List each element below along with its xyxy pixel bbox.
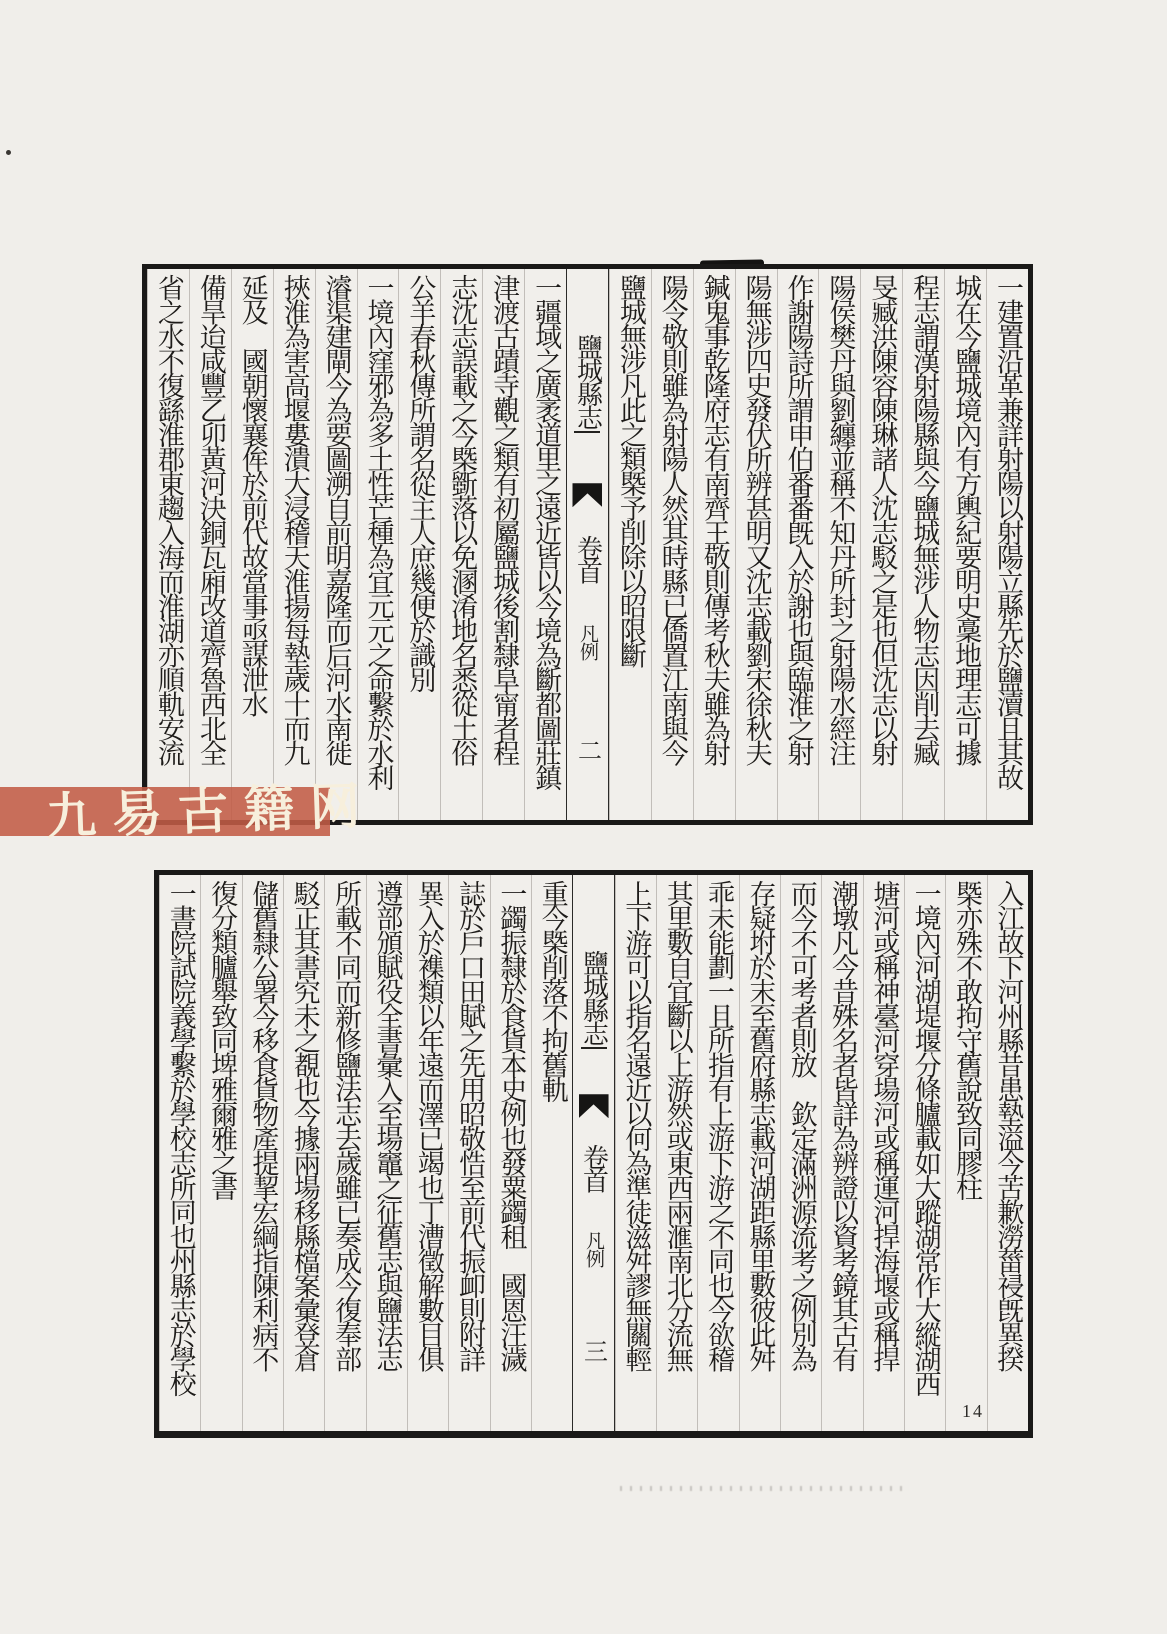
column-text: 城在今鹽城境內有方輿紀要明史稾地理志可據 xyxy=(950,274,982,764)
column-text: 槩亦殊不敢拘守舊說致同膠柱 xyxy=(951,880,982,1199)
column-text: 鍼鬼事乾隆府志有南齊王敬則傳考秋夫雖為射 xyxy=(698,274,730,764)
banxin-subsection: 凡例 xyxy=(576,624,599,661)
column-text: 陽令敬則雖為射陽人然其時縣已僑置江南與今 xyxy=(656,274,688,764)
text-column xyxy=(159,875,200,1431)
column-text: 濬渠建閘今為要圖溯自前明嘉隆而后河水南徙 xyxy=(320,274,352,764)
column-text: 儲舊隸公署今移食貨物產提挈宏綱指陳利病不 xyxy=(247,880,279,1370)
text-column xyxy=(231,269,273,820)
column-text: 上下游可以指名遠近以何為準徒滋舛謬無關輕 xyxy=(620,880,652,1370)
folio-spread-top xyxy=(142,264,1033,825)
site-watermark-band xyxy=(0,775,377,846)
text-column xyxy=(863,875,904,1431)
text-column xyxy=(147,269,189,820)
banxin-subsection: 凡例 xyxy=(583,1231,606,1268)
column-text: 挾淮為害高堰婁潰大浸稽天淮揚每墊歲十而九 xyxy=(278,274,310,764)
fishtail-mark-icon xyxy=(572,483,602,507)
text-column xyxy=(986,269,1028,820)
column-text: 重今槩削落不拘舊軌 xyxy=(536,880,568,1101)
column-text: 一建置沿革兼詳射陽以射陽立縣先於鹽瀆且其故 xyxy=(992,274,1024,789)
text-column xyxy=(407,875,448,1431)
banxin-book-title: 鹽城縣志 xyxy=(578,950,609,1045)
text-columns-top xyxy=(147,269,1028,820)
banxin-folio-number: 三 xyxy=(579,1339,608,1361)
column-text: 誌於戶口田賦之先用昭敬悎至前代振卹則附詳 xyxy=(454,880,486,1370)
column-text: 一境內河湖堤堰分條臚載如大蹤湖常作大縱湖西 xyxy=(909,880,941,1395)
site-watermark-text: 九易古籍网 xyxy=(45,775,377,846)
text-column xyxy=(273,269,315,820)
text-column xyxy=(366,875,407,1431)
text-column xyxy=(324,875,365,1431)
column-text: 作謝陽詩所謂申伯番番旣入於謝也與臨淮之射 xyxy=(782,274,814,764)
folio-spread-bottom xyxy=(154,870,1033,1438)
text-column xyxy=(777,269,819,820)
text-column xyxy=(780,875,821,1431)
text-column xyxy=(200,875,241,1431)
column-text: 一書院試院義學繫於學校志所同也州縣志於學校 xyxy=(164,880,196,1395)
page-number: 14 xyxy=(962,1401,984,1421)
column-text: 復分類臚舉致同埤雅爾雅之書 xyxy=(206,880,238,1199)
text-column xyxy=(531,875,572,1431)
column-text: 存疑坿於末至舊府縣志載河湖距縣里數彼此舛 xyxy=(744,880,776,1370)
column-text: 志沈志誤載之今槩斵落以免溷淆地名悉從土俗 xyxy=(446,274,478,764)
text-column xyxy=(440,269,482,820)
column-text: 遵部頒賦役全書彙入至場竈之征舊志與鹽法志 xyxy=(371,880,403,1370)
text-column xyxy=(987,875,1028,1431)
text-column xyxy=(448,875,489,1431)
column-text: 乖未能劃一且所指有上游下游之不同也今欲稽 xyxy=(703,880,735,1370)
column-text: 一蠲振隸於食貨本史例也發粟蠲租 國恩汪濊 xyxy=(495,880,527,1370)
text-column xyxy=(357,269,399,820)
column-text: 程志謂漢射陽縣與今鹽城無涉人物志因削去臧 xyxy=(908,274,940,764)
column-text: 公羊春秋傳所謂名從主人庶幾便於識別 xyxy=(404,274,436,691)
text-column xyxy=(860,269,902,820)
banxin-column xyxy=(566,269,609,820)
column-text: 延及 國朝懷襄侔於前代故當事亟謀泄水 xyxy=(236,274,268,715)
text-column xyxy=(609,269,651,820)
column-text: 入江故下河州縣昔患墊溢今苦歉澇葘祲旣異揆 xyxy=(992,880,1024,1370)
scan-noise xyxy=(620,1486,905,1491)
text-column xyxy=(283,875,324,1431)
column-text: 津渡古蹟寺觀之類有初屬鹽城後割隸阜甯者程 xyxy=(488,274,520,764)
text-column xyxy=(242,875,283,1431)
text-column xyxy=(739,875,780,1431)
text-column xyxy=(524,269,566,820)
text-column xyxy=(490,875,531,1431)
text-column xyxy=(944,269,986,820)
column-text: 所載不同而新修鹽法志去歲雖已奏成今復奉部 xyxy=(330,880,362,1370)
column-text: 一境內窪邪為多土性芒種為宜元元之命繫於水利 xyxy=(362,274,394,789)
column-text: 鹽城無涉凡此之類槩予削除以昭限斷 xyxy=(614,274,646,666)
column-text: 陽侯樊丹與劉纏並稱不知丹所封之射陽水經注 xyxy=(824,274,856,764)
column-text: 塘河或稱神臺河穿場河或稱運河捍海堰或稱捍 xyxy=(868,880,900,1370)
text-column xyxy=(818,269,860,820)
text-column xyxy=(482,269,524,820)
text-column xyxy=(693,269,735,820)
text-column xyxy=(735,269,777,820)
banxin-rule xyxy=(581,1047,607,1049)
column-text: 省之水不復繇淮郡東趨入海而淮湖亦順軌安流 xyxy=(152,274,184,764)
text-column xyxy=(315,269,357,820)
column-text: 潮墩凡今昔殊名者皆詳為辨證以資考鏡其古有 xyxy=(827,880,859,1370)
column-text: 異入於襍類以年遠而澤已竭也丁漕徵解數目俱 xyxy=(412,880,444,1370)
column-text: 備旱迨咸豐乙卯黃河決銅瓦廂改道齊魯西北全 xyxy=(194,274,226,764)
banxin-column xyxy=(572,875,614,1431)
text-column xyxy=(398,269,440,820)
banxin-folio-number: 二 xyxy=(573,738,602,760)
text-column xyxy=(651,269,693,820)
text-column xyxy=(697,875,738,1431)
column-text: 其里數自宜斷以上游然或東西兩滙南北分流無 xyxy=(661,880,693,1370)
text-column xyxy=(904,875,945,1431)
banxin-rule xyxy=(574,431,600,433)
text-column xyxy=(189,269,231,820)
text-column xyxy=(656,875,697,1431)
text-column xyxy=(615,875,656,1431)
scan-speck xyxy=(6,150,11,155)
column-text: 陽無涉四史發伏所辨甚明又沈志載劉宋徐秋夫 xyxy=(740,274,772,764)
text-columns-bottom xyxy=(159,875,1028,1431)
banxin-section: 卷首 xyxy=(578,1144,609,1192)
column-text: 而今不可考者則放 欽定滿洲源流考之例別為 xyxy=(785,880,817,1370)
text-column xyxy=(945,875,986,1431)
banxin-section: 卷首 xyxy=(572,535,603,583)
text-column xyxy=(902,269,944,820)
fishtail-mark-icon xyxy=(579,1094,609,1118)
column-text: 一疆域之廣袤道里之遠近皆以今境為斷都圖莊鎮 xyxy=(530,274,562,789)
column-text: 旻臧洪陳容陳琳諸人沈志駁之是也但沈志以射 xyxy=(866,274,898,764)
text-column xyxy=(821,875,862,1431)
column-text: 駁正其書究未之覩也今據兩場移縣檔案彙登倉 xyxy=(288,880,320,1370)
banxin-book-title: 鹽城縣志 xyxy=(572,334,603,429)
